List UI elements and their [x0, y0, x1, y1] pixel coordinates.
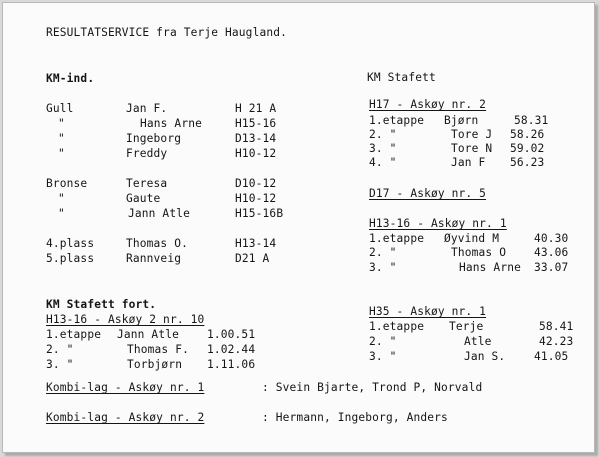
team-heading: D17 - Askøy nr. 5: [369, 187, 487, 200]
runner-name: Øyvind M: [444, 232, 500, 245]
place: 4.plass: [46, 237, 95, 250]
runner-name: Torbjørn: [127, 358, 183, 371]
kombi-members: : Hermann, Ingeborg, Anders: [262, 411, 448, 424]
runner-name: Tore J: [451, 128, 493, 141]
athlete-name: Ingeborg: [126, 132, 182, 145]
leg: 1.etappe: [46, 328, 102, 341]
km-stafett-heading: KM Stafett: [367, 71, 436, 84]
athlete-name: Jan F.: [126, 102, 168, 115]
class: H10-12: [235, 147, 277, 160]
kombi-label: Kombi-lag - Askøy nr. 2: [46, 411, 205, 424]
leg-time: 33.07: [534, 261, 569, 274]
leg: 3. ": [369, 261, 397, 274]
runner-name: Hans Arne: [459, 261, 521, 274]
runner-name: Terje: [449, 320, 484, 333]
leg: 2. ": [369, 128, 397, 141]
leg: 3. ": [46, 358, 74, 371]
kombi-members: : Svein Bjarte, Trond P, Norvald: [262, 381, 483, 394]
class: D13-14: [235, 132, 277, 145]
leg-time: 43.06: [534, 246, 569, 259]
athlete-name: Hans Arne: [140, 117, 202, 130]
class: H13-14: [235, 237, 277, 250]
leg: 1.etappe: [369, 232, 425, 245]
athlete-name: Jann Atle: [128, 207, 190, 220]
athlete-name: Freddy: [126, 147, 168, 160]
class: D21 A: [235, 252, 270, 265]
leg: 3. ": [369, 350, 397, 363]
place: Gull: [46, 102, 74, 115]
athlete-name: Teresa: [126, 177, 168, 190]
leg: 2. ": [369, 246, 397, 259]
place: ": [58, 147, 65, 160]
runner-name: Thomas O: [451, 246, 507, 259]
leg-time: 42.23: [539, 335, 574, 348]
kombi-label: Kombi-lag - Askøy nr. 1: [46, 381, 205, 394]
place: ": [58, 117, 65, 130]
km-stafett-fort-heading: KM Stafett fort.: [46, 298, 157, 311]
leg-time: 1.11.06: [207, 358, 256, 371]
leg-time: 58.31: [514, 114, 549, 127]
place: Bronse: [46, 177, 88, 190]
scanned-document-page: [2, 2, 595, 453]
leg: 1.etappe: [369, 320, 425, 333]
athlete-name: Thomas O.: [126, 237, 188, 250]
leg: 1.etappe: [369, 114, 425, 127]
place: 5.plass: [46, 252, 95, 265]
team-heading: H35 - Askøy nr. 1: [369, 305, 487, 318]
leg-time: 58.41: [539, 320, 574, 333]
leg-time: 1.00.51: [207, 328, 256, 341]
leg: 3. ": [369, 142, 397, 155]
runner-name: Jan F: [451, 156, 486, 169]
leg-time: 59.02: [510, 142, 545, 155]
team-heading: H13-16 - Askøy 2 nr. 10: [46, 313, 205, 326]
leg-time: 1.02.44: [207, 343, 256, 356]
team-heading: H17 - Askøy nr. 2: [369, 98, 487, 111]
class: D10-12: [235, 177, 277, 190]
leg: 4. ": [369, 156, 397, 169]
runner-name: Atle: [464, 335, 492, 348]
leg-time: 41.05: [534, 350, 569, 363]
leg: 2. ": [46, 343, 74, 356]
place: ": [58, 207, 65, 220]
runner-name: Tore N: [451, 142, 493, 155]
runner-name: Jan S.: [464, 350, 506, 363]
athlete-name: Gaute: [126, 192, 161, 205]
runner-name: Thomas F.: [127, 343, 189, 356]
leg-time: 40.30: [534, 232, 569, 245]
leg-time: 56.23: [510, 156, 545, 169]
place: ": [58, 132, 65, 145]
runner-name: Jann Atle: [117, 328, 179, 341]
class: H15-16B: [235, 207, 284, 220]
class: H 21 A: [235, 102, 277, 115]
page-title: RESULTATSERVICE fra Terje Haugland.: [46, 26, 287, 39]
place: ": [58, 192, 65, 205]
leg: 2. ": [369, 335, 397, 348]
class: H10-12: [235, 192, 277, 205]
team-heading: H13-16 - Askøy nr. 1: [369, 217, 507, 230]
leg-time: 58.26: [510, 128, 545, 141]
runner-name: Bjørn: [444, 114, 479, 127]
km-ind-heading: KM-ind.: [46, 72, 95, 85]
athlete-name: Rannveig: [126, 252, 182, 265]
class: H15-16: [235, 117, 277, 130]
